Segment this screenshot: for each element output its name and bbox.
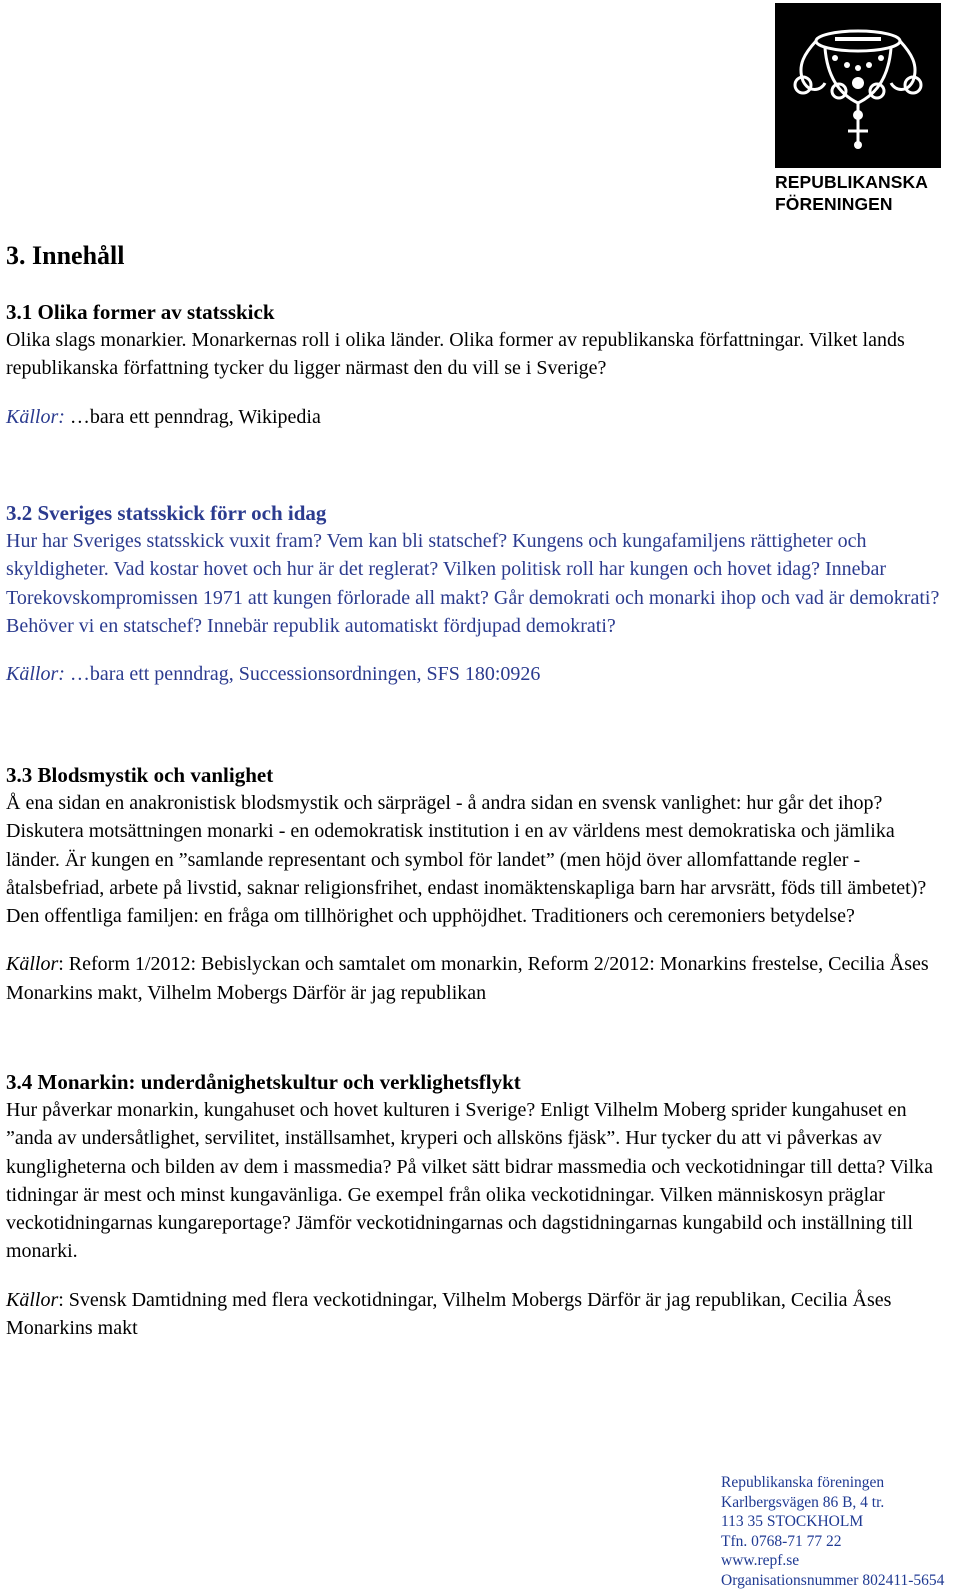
section-heading: 3.3 Blodsmystik och vanlighet <box>6 763 274 787</box>
section-3-4 <box>6 1068 946 1342</box>
sources-label: Källor: <box>6 663 65 686</box>
sources-label: Källor: <box>6 405 65 428</box>
sources-text: : Svensk Damtidning med flera veckotidningar, Vilhelm Mobergs Därför är jag republikan, Cecilia Åses Monarkins makt <box>6 1288 892 1340</box>
org-name <box>775 171 960 215</box>
section-body: Hur påverkar monarkin, kungahuset och hovet kulturen i Sverige? Enligt Vilhelm Moberg sprider kungahuset en ”anda av undersåtlighet, servilitet, inställsamhet, kryperi och allsköns fjäsk”. Hur tycker du att vi påverkas av kungligheterna och bilden av dem i massmedia? På vilket sätt bidrar massmedia och veckotidningar till detta? Vilka tidningar är mest och minst kungavänliga. Ge exempel från olika veckotidningar. Vilken människosyn präglar veckotidningarnas kungareportage? Jämför veckotidningarnas och dagstidningarnas kungabild och inställning till monarki. <box>6 1099 934 1263</box>
footer-web-link[interactable]: www.repf.se <box>721 1552 800 1570</box>
section-heading: 3.4 Monarkin: underdånighetskultur och verklighetsflykt <box>6 1070 521 1094</box>
org-name-line2: FÖRENINGEN <box>775 194 893 214</box>
footer-address <box>721 1473 957 1591</box>
section-heading: 3.2 Sveriges statsskick förr och idag <box>6 501 327 525</box>
footer-org: Republikanska föreningen <box>721 1474 885 1491</box>
section-body: Hur har Sveriges statsskick vuxit fram? Vem kan bli statschef? Kungens och kungafamiljens rättigheter och skyldigheter. Vad kostar hovet och hur är det reglerat? Vilken politisk roll har kungen och hovet idag? Innebar Torekovskompromissen 1971 att kungen förlorade all makt? Går demokrati och monarki ihop och vad är demokrati? Behöver vi en statschef? Innebär republik automatiskt fördjupad demokrati? <box>6 530 940 637</box>
section-3-2 <box>6 499 946 688</box>
section-body: Å ena sidan en anakronistisk blodsmystik och särprägel - å andra sidan en svensk vanlighet: hur går det ihop? Diskutera motsättningen monarki - en odemokratisk institution i en av världens mest demokratiska och jämlika länder. Är kungen en ”samlande representant och symbol för landet” (men höjd över allomfattande regler - åtalsbefriad, arbete på livstid, saknar religionsfrihet, endast inomäktenskapliga barn har arvsrätt, föds till ämbetet)? Den offentliga familjen: en fråga om tillhörighet och upphöjdhet. Traditioners och ceremoniers betydelse? <box>6 792 927 928</box>
section-3-1 <box>6 298 946 431</box>
footer-phone: Tfn. 0768-71 77 22 <box>721 1532 842 1550</box>
sources <box>6 403 946 431</box>
footer-street: Karlbergsvägen 86 B, 4 tr. <box>721 1493 885 1511</box>
sources-text: …bara ett penndrag, Successionsordningen, SFS 180:0926 <box>64 663 541 686</box>
logo <box>775 3 941 168</box>
section-3-3 <box>6 761 946 1007</box>
footer-orgnr: Organisationsnummer 802411-5654 <box>721 1571 945 1589</box>
footer-city: 113 35 STOCKHOLM <box>721 1513 864 1531</box>
crown-icon <box>775 3 941 168</box>
sources-text: …bara ett penndrag, Wikipedia <box>64 405 321 428</box>
sources <box>6 1286 946 1343</box>
org-name-line1: REPUBLIKANSKA <box>775 172 928 192</box>
section-heading: 3.1 Olika former av statsskick <box>6 300 275 324</box>
sources <box>6 660 946 688</box>
page-title: 3. Innehåll <box>6 241 125 270</box>
sources <box>6 950 946 1007</box>
section-body: Olika slags monarkier. Monarkernas roll i olika länder. Olika former av republikanska författningar. Vilket lands republikanska författning tycker du ligger närmast den du vill se i Sverige? <box>6 329 905 380</box>
sources-label: Källor <box>6 1288 59 1311</box>
sources-text: : Reform 1/2012: Bebislyckan och samtalet om monarkin, Reform 2/2012: Monarkins frestelse, Cecilia Åses Monarkins makt, Vilhelm Mobergs Därför är jag republikan <box>6 953 929 1004</box>
sources-label: Källor <box>6 953 59 976</box>
